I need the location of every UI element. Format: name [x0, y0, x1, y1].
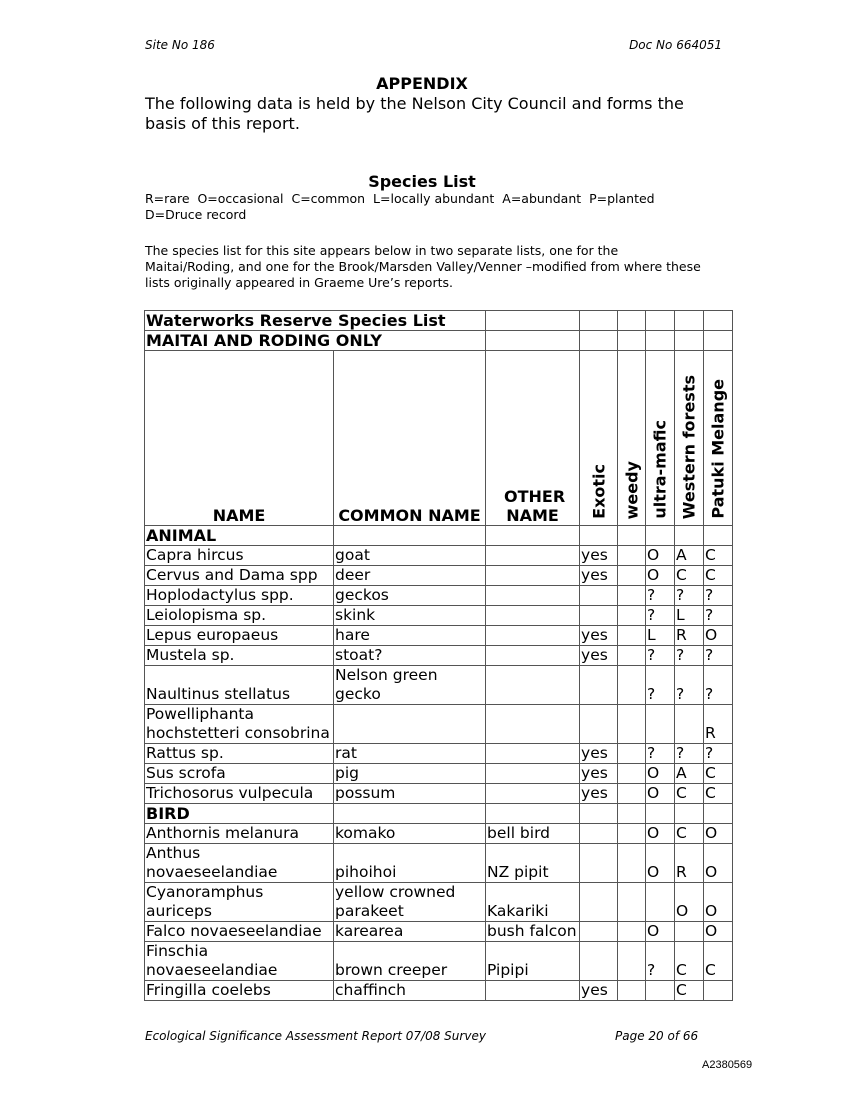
cell-common: hare	[334, 626, 486, 646]
table-row	[145, 883, 733, 922]
cell-western	[675, 705, 704, 744]
cell-ultramafic: ?	[646, 744, 675, 764]
cell-name: Naultinus stellatus	[145, 666, 334, 705]
cell-ultramafic: ?	[646, 646, 675, 666]
cell-patuki: ?	[704, 666, 733, 705]
footer-report-title: Ecological Significance Assessment Report 07/08 Survey	[145, 1029, 486, 1043]
cell-other	[486, 784, 580, 804]
cell-patuki: C	[704, 566, 733, 586]
cell-name: Cyanoramphus auriceps	[145, 883, 334, 922]
cell-ultramafic: L	[646, 626, 675, 646]
cell-other: Kakariki	[486, 883, 580, 922]
table-row	[145, 922, 733, 942]
table-row	[145, 646, 733, 666]
cell-patuki: O	[704, 626, 733, 646]
cell-other	[486, 981, 580, 1001]
cell-other: NZ pipit	[486, 844, 580, 883]
table-row	[145, 586, 733, 606]
document-reference: A2380569	[702, 1059, 753, 1071]
cell-common: possum	[334, 784, 486, 804]
table-row	[145, 764, 733, 784]
legend-line-2: D=Druce record	[145, 207, 247, 222]
cell-ultramafic: O	[646, 566, 675, 586]
cell-other	[486, 586, 580, 606]
cell-ultramafic	[646, 981, 675, 1001]
cell-ultramafic	[646, 705, 675, 744]
column-header-ultramafic: ultra-mafic	[646, 351, 675, 526]
cell-western: L	[675, 606, 704, 626]
cell-western: ?	[675, 666, 704, 705]
cell-patuki: C	[704, 942, 733, 981]
column-header-other-name: OTHER NAME	[486, 351, 580, 526]
cell-patuki: O	[704, 844, 733, 883]
cell-weedy	[618, 646, 646, 666]
cell-exotic	[580, 666, 618, 705]
cell-common: chaffinch	[334, 981, 486, 1001]
table-row	[145, 666, 733, 705]
table-row	[145, 942, 733, 981]
cell-name: Powelliphanta hochstetteri consobrina	[145, 705, 334, 744]
cell-other	[486, 606, 580, 626]
cell-western: C	[675, 566, 704, 586]
section-row	[145, 526, 733, 546]
cell-patuki: O	[704, 824, 733, 844]
cell-western: A	[675, 764, 704, 784]
cell-other	[486, 764, 580, 784]
cell-name: Lepus europaeus	[145, 626, 334, 646]
column-header-weedy: weedy	[618, 351, 646, 526]
cell-weedy	[618, 824, 646, 844]
cell-western: ?	[675, 646, 704, 666]
cell-name: Leiolopisma sp.	[145, 606, 334, 626]
column-header-row	[145, 351, 733, 526]
cell-name: Anthornis melanura	[145, 824, 334, 844]
cell-western: A	[675, 546, 704, 566]
cell-weedy	[618, 883, 646, 922]
cell-other	[486, 744, 580, 764]
cell-common: pig	[334, 764, 486, 784]
cell-weedy	[618, 784, 646, 804]
table-row	[145, 744, 733, 764]
table-row	[145, 546, 733, 566]
cell-other	[486, 566, 580, 586]
cell-exotic: yes	[580, 546, 618, 566]
cell-weedy	[618, 844, 646, 883]
footer-page-number: Page 20 of 66	[615, 1029, 699, 1043]
cell-name: Anthus novaeseelandiae	[145, 844, 334, 883]
table-row	[145, 705, 733, 744]
cell-patuki: C	[704, 546, 733, 566]
cell-ultramafic: ?	[646, 666, 675, 705]
cell-patuki: O	[704, 922, 733, 942]
column-header-exotic: Exotic	[580, 351, 618, 526]
cell-weedy	[618, 626, 646, 646]
cell-western: C	[675, 784, 704, 804]
cell-exotic: yes	[580, 764, 618, 784]
cell-patuki: C	[704, 764, 733, 784]
cell-patuki: C	[704, 784, 733, 804]
cell-ultramafic: ?	[646, 942, 675, 981]
column-header-common-name: COMMON NAME	[334, 351, 486, 526]
cell-western: R	[675, 844, 704, 883]
cell-weedy	[618, 586, 646, 606]
species-list-description: The species list for this site appears below in two separate lists, one for the Maitai/Roding, and one for the Brook/Marsden Valley/Venner –modified from where these lists originally appeared in Graeme Ure’s reports.	[145, 243, 701, 290]
cell-exotic	[580, 824, 618, 844]
abundance-legend	[145, 191, 735, 223]
cell-weedy	[618, 942, 646, 981]
cell-patuki: ?	[704, 646, 733, 666]
cell-patuki: O	[704, 883, 733, 922]
species-list-title: Species List	[368, 172, 476, 191]
cell-patuki: R	[704, 705, 733, 744]
document-number: Doc No 664051	[629, 38, 722, 52]
table-row	[145, 566, 733, 586]
cell-common: goat	[334, 546, 486, 566]
cell-exotic	[580, 883, 618, 922]
cell-other	[486, 705, 580, 744]
cell-patuki: ?	[704, 586, 733, 606]
cell-weedy	[618, 922, 646, 942]
cell-name: Cervus and Dama spp	[145, 566, 334, 586]
cell-patuki: ?	[704, 606, 733, 626]
cell-common: Nelson green gecko	[334, 666, 486, 705]
cell-other	[486, 666, 580, 705]
cell-exotic: yes	[580, 646, 618, 666]
cell-exotic	[580, 922, 618, 942]
cell-name: Mustela sp.	[145, 646, 334, 666]
cell-western: ?	[675, 586, 704, 606]
table-row	[145, 626, 733, 646]
cell-western: O	[675, 883, 704, 922]
cell-name: Rattus sp.	[145, 744, 334, 764]
cell-ultramafic: O	[646, 922, 675, 942]
site-number: Site No 186	[145, 38, 215, 52]
section-label: ANIMAL	[145, 526, 334, 546]
table-row	[145, 784, 733, 804]
cell-patuki	[704, 981, 733, 1001]
cell-name: Trichosorus vulpecula	[145, 784, 334, 804]
cell-ultramafic: O	[646, 824, 675, 844]
cell-patuki: ?	[704, 744, 733, 764]
cell-western: C	[675, 824, 704, 844]
cell-other	[486, 626, 580, 646]
cell-exotic	[580, 586, 618, 606]
cell-weedy	[618, 606, 646, 626]
cell-name: Sus scrofa	[145, 764, 334, 784]
cell-name: Falco novaeseelandiae	[145, 922, 334, 942]
cell-western: C	[675, 981, 704, 1001]
cell-other: bush falcon	[486, 922, 580, 942]
cell-other	[486, 646, 580, 666]
legend-line-1: R=rare O=occasional C=common L=locally abundant A=abundant P=planted	[145, 191, 655, 206]
cell-ultramafic: O	[646, 844, 675, 883]
cell-other	[486, 546, 580, 566]
cell-ultramafic: ?	[646, 586, 675, 606]
cell-exotic: yes	[580, 981, 618, 1001]
section-label: BIRD	[145, 804, 334, 824]
cell-common: karearea	[334, 922, 486, 942]
cell-weedy	[618, 705, 646, 744]
cell-exotic	[580, 705, 618, 744]
cell-ultramafic: O	[646, 546, 675, 566]
cell-name: Hoplodactylus spp.	[145, 586, 334, 606]
cell-western: R	[675, 626, 704, 646]
table-row	[145, 844, 733, 883]
cell-other: bell bird	[486, 824, 580, 844]
cell-common: stoat?	[334, 646, 486, 666]
cell-ultramafic: ?	[646, 606, 675, 626]
cell-common	[334, 705, 486, 744]
cell-name: Capra hircus	[145, 546, 334, 566]
cell-common: yellow crowned parakeet	[334, 883, 486, 922]
cell-ultramafic: O	[646, 784, 675, 804]
cell-name: Fringilla coelebs	[145, 981, 334, 1001]
cell-exotic: yes	[580, 744, 618, 764]
cell-exotic: yes	[580, 784, 618, 804]
section-row	[145, 804, 733, 824]
cell-weedy	[618, 566, 646, 586]
cell-common: brown creeper	[334, 942, 486, 981]
cell-common: skink	[334, 606, 486, 626]
cell-weedy	[618, 764, 646, 784]
cell-common: rat	[334, 744, 486, 764]
cell-western	[675, 922, 704, 942]
cell-weedy	[618, 666, 646, 705]
cell-name: Finschia novaeseelandiae	[145, 942, 334, 981]
cell-other: Pipipi	[486, 942, 580, 981]
cell-ultramafic: O	[646, 764, 675, 784]
table-row	[145, 824, 733, 844]
cell-common: komako	[334, 824, 486, 844]
column-header-name: NAME	[145, 351, 334, 526]
table-subtitle: MAITAI AND RODING ONLY	[145, 331, 486, 351]
cell-exotic	[580, 606, 618, 626]
cell-western: C	[675, 942, 704, 981]
table-row	[145, 981, 733, 1001]
cell-western: ?	[675, 744, 704, 764]
table-title: Waterworks Reserve Species List	[145, 311, 486, 331]
cell-exotic: yes	[580, 626, 618, 646]
table-row	[145, 606, 733, 626]
cell-common: pihoihoi	[334, 844, 486, 883]
cell-exotic: yes	[580, 566, 618, 586]
appendix-title: APPENDIX	[376, 74, 468, 93]
cell-weedy	[618, 546, 646, 566]
cell-weedy	[618, 981, 646, 1001]
cell-common: geckos	[334, 586, 486, 606]
cell-exotic	[580, 942, 618, 981]
cell-ultramafic	[646, 883, 675, 922]
column-header-western-forests: Western forests	[675, 351, 704, 526]
species-table	[144, 310, 733, 1001]
column-header-patuki-melange: Patuki Melange	[704, 351, 733, 526]
cell-common: deer	[334, 566, 486, 586]
intro-paragraph: The following data is held by the Nelson City Council and forms the basis of this report.	[145, 94, 684, 133]
cell-exotic	[580, 844, 618, 883]
cell-weedy	[618, 744, 646, 764]
